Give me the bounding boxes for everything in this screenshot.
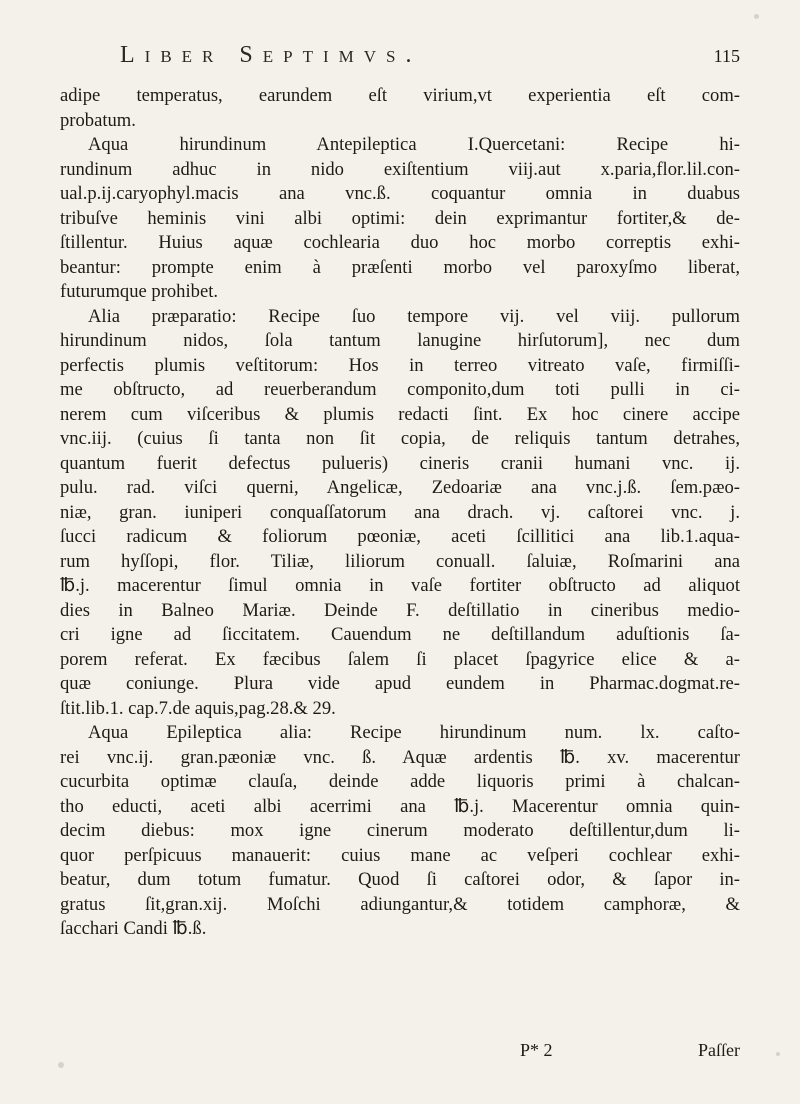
- text-line: futurumque prohibet.: [60, 281, 219, 302]
- page-header: [120, 42, 740, 72]
- text-line: me obſtructo, ad reuerberandum componito,dum toti pulli in ci-: [60, 379, 740, 400]
- text-line: probatum.: [60, 109, 136, 131]
- paper-spot: [754, 14, 759, 19]
- text-line: rei vnc.ij. gran.pæoniæ vnc. ß. Aquæ ardentis ℔. xv. macerentur: [60, 746, 740, 768]
- text-line: quæ coniunge. Plura vide apud eundem in Pharmac.dogmat.re-: [60, 673, 740, 694]
- text-line: pulu. rad. viſci querni, Angelicæ, Zedoariæ ana vnc.j.ß. ſem.pæo-: [60, 477, 740, 498]
- text-line: perfectis plumis veſtitorum: Hos in terreo vitreato vaſe, firmiſſi-: [60, 354, 740, 376]
- paper-spot: [776, 1052, 780, 1056]
- text-line: ſtillentur. Huius aquæ cochlearia duo hoc morbo correptis exhi-: [60, 232, 740, 253]
- text-line: quantum fuerit defectus pulueris) cineris cranii humani vnc. ij.: [60, 452, 740, 474]
- text-line: niæ, gran. iuniperi conquaſſatorum ana drach. vj. caſtorei vnc. j.: [60, 501, 740, 523]
- text-line: nerem cum viſceribus & plumis redacti ſint. Ex hoc cinere accipe: [60, 403, 740, 425]
- text-line: beatur, dum totum fumatur. Quod ſi caſtorei odor, & ſapor in-: [60, 869, 740, 890]
- text-line: vnc.iij. (cuius ſi tanta non ſit copia, de reliquis tantum detrahes,: [60, 428, 740, 449]
- text-line: adipe temperatus, earundem eſt virium,vt experientia eſt com-: [60, 85, 740, 106]
- text-line: quor perſpicuus manauerit: cuius mane ac veſperi cochlear exhi-: [60, 844, 740, 866]
- text-line: tho educti, aceti albi acerrimi ana ℔.j. Macerentur omnia quin-: [60, 795, 740, 817]
- text-line: ſucci radicum & foliorum pœoniæ, aceti ſcillitici ana lib.1.aqua-: [60, 526, 740, 547]
- text-line: ual.p.ij.caryophyl.macis ana vnc.ß. coquantur omnia in duabus: [60, 183, 740, 204]
- text-line: tribuſve heminis vini albi optimi: dein exprimantur fortiter,& de-: [60, 207, 740, 229]
- catchword: Paſſer: [698, 1040, 740, 1060]
- text-line: Aqua Epileptica alia: Recipe hirundinum num. lx. caſto-: [88, 722, 740, 743]
- text-line: ſtit.lib.1. cap.7.de aquis,pag.28.& 29.: [60, 697, 336, 719]
- page-footer: [60, 1040, 740, 1066]
- text-line: porem referat. Ex fæcibus ſalem ſi placet ſpagyrice elice & a-: [60, 648, 740, 670]
- text-line: decim diebus: mox igne cinerum moderato deſtillentur,dum li-: [60, 820, 740, 841]
- text-line: Alia præparatio: Recipe ſuo tempore vij. vel viij. pullorum: [88, 305, 740, 327]
- paper-spot: [58, 1062, 64, 1068]
- text-line: rundinum adhuc in nido exiſtentium viij.aut x.paria,flor.lil.con-: [60, 158, 740, 180]
- running-title: Liber Septimvs.: [120, 42, 422, 68]
- text-line: beantur: prompte enim à præſenti morbo vel paroxyſmo liberat,: [60, 256, 740, 278]
- text-line: dies in Balneo Mariæ. Deinde F. deſtillatio in cineribus medio-: [60, 599, 740, 621]
- body-text: [60, 84, 740, 942]
- text-line: cucurbita optimæ clauſa, deinde adde liquoris primi à chalcan-: [60, 771, 740, 792]
- text-line: Aqua hirundinum Antepileptica I.Quercetani: Recipe hi-: [88, 134, 740, 155]
- text-line: rum hyſſopi, flor. Tiliæ, liliorum conuall. ſaluiæ, Roſmarini ana: [60, 550, 740, 572]
- text-line: ℔.j. macerentur ſimul omnia in vaſe fortiter obſtructo ad aliquot: [60, 575, 740, 596]
- page-number: 115: [713, 46, 740, 66]
- text-line: cri igne ad ſiccitatem. Cauendum ne deſtillandum aduſtionis ſa-: [60, 624, 740, 645]
- text-line: hirundinum nidos, ſola tantum lanugine hirſutorum], nec dum: [60, 330, 740, 351]
- signature-mark: P* 2: [520, 1040, 553, 1060]
- text-line: ſacchari Candi ℔.ß.: [60, 918, 207, 939]
- text-line: gratus ſit,gran.xij. Moſchi adiungantur,& totidem camphoræ, &: [60, 893, 740, 915]
